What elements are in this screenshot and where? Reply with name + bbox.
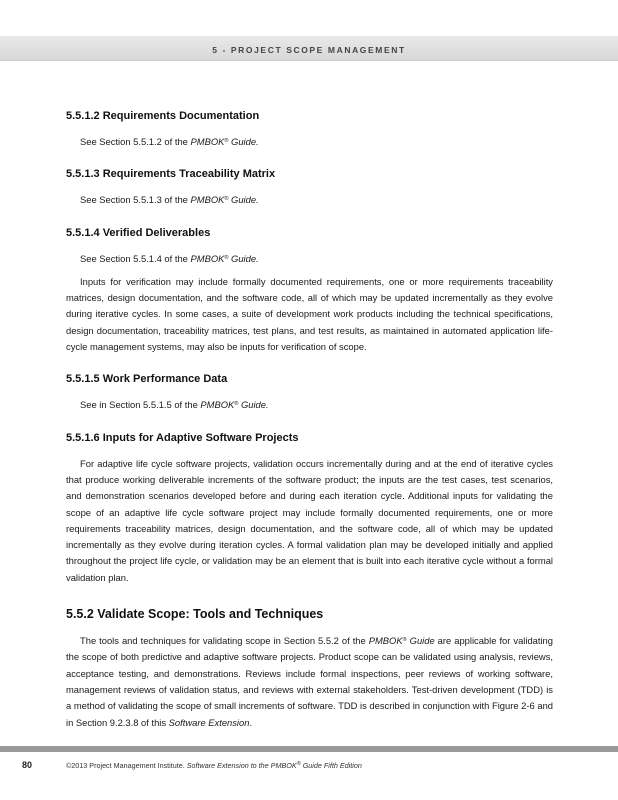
section-heading: 5.5.1.5 Work Performance Data xyxy=(66,373,228,386)
body-paragraph: Inputs for verification may include formally documented requirements, one or more requirements traceability matrices, design documentation, and the software code, all of which may be updated incrementally as they evolve during iterative cycles. In some cases, a suite of development work products including the technical specifications, design documentation, traceability matrices, test plans, and test results, as maintained in automated application life-cycle management systems, may also be inputs for verification of scope. xyxy=(66,275,553,353)
running-header: 5 - PROJECT SCOPE MANAGEMENT xyxy=(212,45,406,55)
body-paragraph: For adaptive life cycle software projects, validation occurs incrementally during and at the end of iterative cycles that produce working deliverable increments of the software product; the inputs are the test cases, test scenarios, and demonstration scenarios developed before and during each iteration cycle. Additional inputs for validating the scope of an adaptive life cycle software project may include formally documented requirements, one or more requirements traceability matrices, design documentation, and the software code, all of which may be updated incrementally as they evolve during iteration cycles. A formal validation plan may be developed initially and applied throughout the project life cycle, or validation may be an element that is built into each iterative cycle without a formal validation plan. xyxy=(66,457,553,583)
footer-bar xyxy=(0,746,618,752)
section-heading: 5.5.1.4 Verified Deliverables xyxy=(66,226,211,239)
footer-copyright: ©2013 Project Management Institute. Software Extension to the PMBOK® Guide Fifth Edition xyxy=(66,761,362,770)
page-body xyxy=(66,109,553,731)
section-heading-major: 5.5.2 Validate Scope: Tools and Techniques xyxy=(66,607,324,622)
page-number: 80 xyxy=(22,760,33,770)
section-reference: See in Section 5.5.1.5 of the PMBOK® Guide. xyxy=(80,399,269,411)
section-reference: See Section 5.5.1.4 of the PMBOK® Guide. xyxy=(80,252,259,264)
section-heading: 5.5.1.2 Requirements Documentation xyxy=(66,110,260,122)
section-heading: 5.5.1.6 Inputs for Adaptive Software Projects xyxy=(66,431,299,444)
section-heading: 5.5.1.3 Requirements Traceability Matrix xyxy=(66,168,276,181)
section-reference: See Section 5.5.1.3 of the PMBOK® Guide. xyxy=(80,194,259,206)
section-reference: See Section 5.5.1.2 of the PMBOK® Guide. xyxy=(80,136,259,147)
body-paragraph: The tools and techniques for validating scope in Section 5.5.2 of the PMBOK® Guide are applicable for validating the scope of both predictive and adaptive software projects. Product scope can be validated using analysis, reviews, acceptance testing, and demonstrations. Reviews include formal inspections, peer reviews of working software, management reviews of validation status, and reviews with external stakeholders. Test-driven development (TDD) is a method of validating the scope of small increments of software. TDD is described in conjunction with Figure 2-6 and in Section 9.2.3.8 of this Software Extension. xyxy=(66,635,553,728)
